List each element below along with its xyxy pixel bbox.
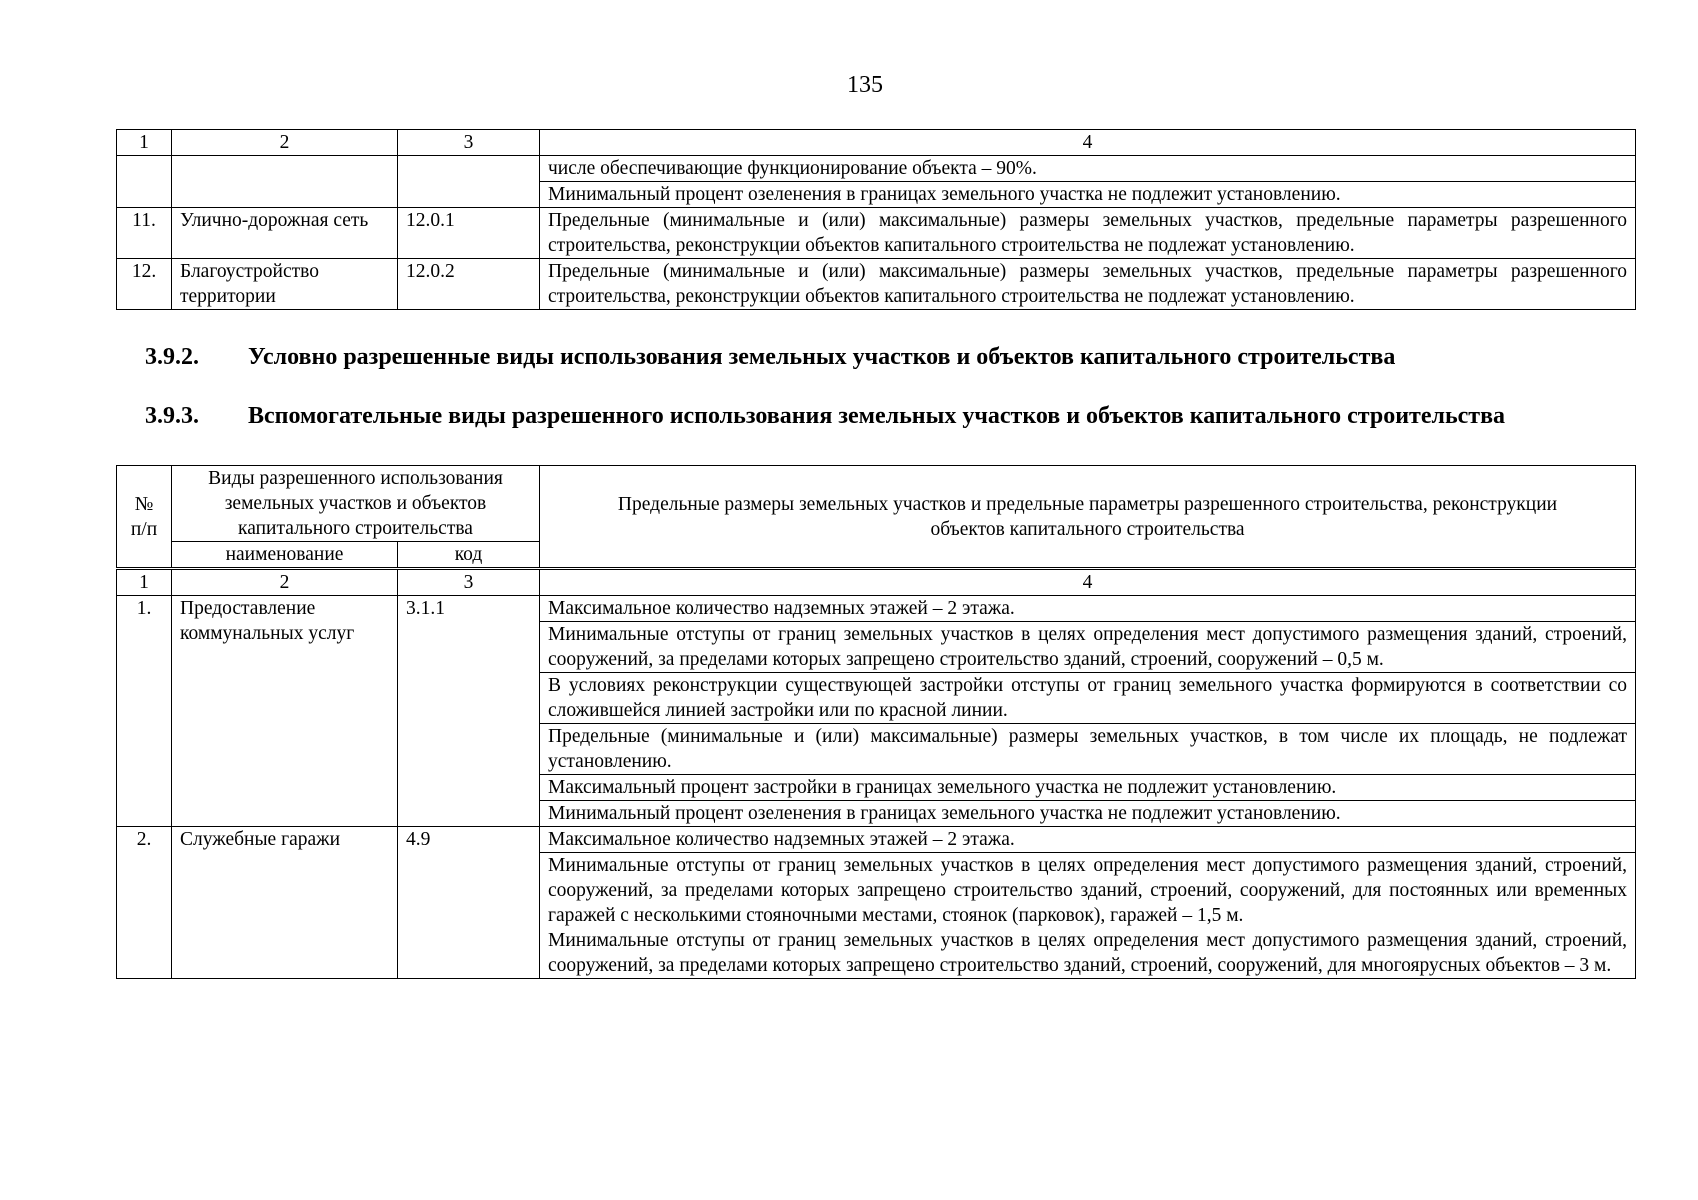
continuation-line: Минимальный процент озеленения в границах земельного участка не подлежит установлению. bbox=[540, 182, 1636, 208]
row-name: Улично-дорожная сеть bbox=[172, 208, 398, 259]
section-heading-3-9-2 bbox=[145, 342, 1638, 373]
continuation-line: числе обеспечивающие функционирование объекта – 90%. bbox=[540, 156, 1636, 182]
row-item: Минимальные отступы от границ земельных участков в целях определения мест допустимого размещения зданий, строений, сооружений, за пределами которых запрещено строительство зданий, строений, сооружений, для постоянных или временных гаражей с несколькими стояночными местами, стоянок (парковок), гаражей – 1,5 м. Минимальные отступы от границ земельных участков в целях определения мест допустимого размещения зданий, строений, сооружений, за пределами которых запрещено строительство зданий, строений, сооружений, для многоярусных объектов – 3 м. bbox=[540, 853, 1636, 979]
row-name: Благоустройство территории bbox=[172, 259, 398, 310]
header-name: наименование bbox=[172, 542, 398, 569]
column-number-3: 3 bbox=[398, 569, 540, 596]
table-row bbox=[117, 827, 1636, 853]
column-number-2: 2 bbox=[172, 130, 398, 156]
top-table bbox=[116, 129, 1636, 310]
section-number: 3.9.3. bbox=[145, 403, 199, 429]
row-item: В условиях реконструкции существующей застройки отступы от границ земельного участка формируются в соответствии со сложившейся линией застройки или по красной линии. bbox=[540, 673, 1636, 724]
row-item: Минимальные отступы от границ земельных участков в целях определения мест допустимого размещения зданий, строений, сооружений, за пределами которых запрещено строительство зданий, строений, сооружений – 0,5 м. bbox=[540, 622, 1636, 673]
row-text: Предельные (минимальные и (или) максимальные) размеры земельных участков, предельные параметры разрешенного строительства, реконструкции объектов капитального строительства не подлежат установлению. bbox=[540, 259, 1636, 310]
column-number-1: 1 bbox=[117, 569, 172, 596]
column-number-2: 2 bbox=[172, 569, 398, 596]
main-table bbox=[116, 465, 1636, 979]
row-code: 4.9 bbox=[398, 827, 540, 979]
section-title: Вспомогательные виды разрешенного использования земельных участков и объектов капитального строительства bbox=[248, 403, 1506, 429]
row-number: 2. bbox=[117, 827, 172, 979]
column-number-3: 3 bbox=[398, 130, 540, 156]
column-number-4: 4 bbox=[540, 130, 1636, 156]
row-item: Максимальное количество надземных этажей – 2 этажа. bbox=[540, 827, 1636, 853]
row-name: Предоставление коммунальных услуг bbox=[172, 596, 398, 827]
page-number: 135 bbox=[847, 72, 883, 98]
row-number: 11. bbox=[117, 208, 172, 259]
table-header-row bbox=[117, 466, 1636, 542]
row-number: 1. bbox=[117, 596, 172, 827]
table-row bbox=[117, 596, 1636, 622]
row-item: Максимальный процент застройки в границах земельного участка не подлежит установлению. bbox=[540, 775, 1636, 801]
header-kinds: Виды разрешенного использования земельных участков и объектов капитального строительства bbox=[172, 466, 540, 542]
column-number-1: 1 bbox=[117, 130, 172, 156]
row-number: 12. bbox=[117, 259, 172, 310]
header-limits: Предельные размеры земельных участков и предельные параметры разрешенного строительства, реконструкции объектов капитального строительства bbox=[540, 466, 1636, 569]
header-num: № п/п bbox=[117, 466, 172, 569]
row-code: 3.1.1 bbox=[398, 596, 540, 827]
table-numbers-row bbox=[117, 569, 1636, 596]
section-title: Условно разрешенные виды использования земельных участков и объектов капитального строительства bbox=[248, 344, 1396, 370]
table-row bbox=[117, 156, 1636, 182]
row-code: 12.0.2 bbox=[398, 259, 540, 310]
table-row bbox=[117, 208, 1636, 259]
section-number: 3.9.2. bbox=[145, 344, 199, 370]
row-name: Служебные гаражи bbox=[172, 827, 398, 979]
row-item: Предельные (минимальные и (или) максимальные) размеры земельных участков, в том числе их площадь, не подлежат установлению. bbox=[540, 724, 1636, 775]
section-heading-3-9-3 bbox=[145, 401, 1638, 432]
table-header-row bbox=[117, 130, 1636, 156]
column-number-4: 4 bbox=[540, 569, 1636, 596]
row-text: Предельные (минимальные и (или) максимальные) размеры земельных участков, предельные параметры разрешенного строительства, реконструкции объектов капитального строительства не подлежат установлению. bbox=[540, 208, 1636, 259]
row-item: Минимальный процент озеленения в границах земельного участка не подлежит установлению. bbox=[540, 801, 1636, 827]
row-item: Максимальное количество надземных этажей – 2 этажа. bbox=[540, 596, 1636, 622]
row-code: 12.0.1 bbox=[398, 208, 540, 259]
header-code: код bbox=[398, 542, 540, 569]
table-row bbox=[117, 259, 1636, 310]
